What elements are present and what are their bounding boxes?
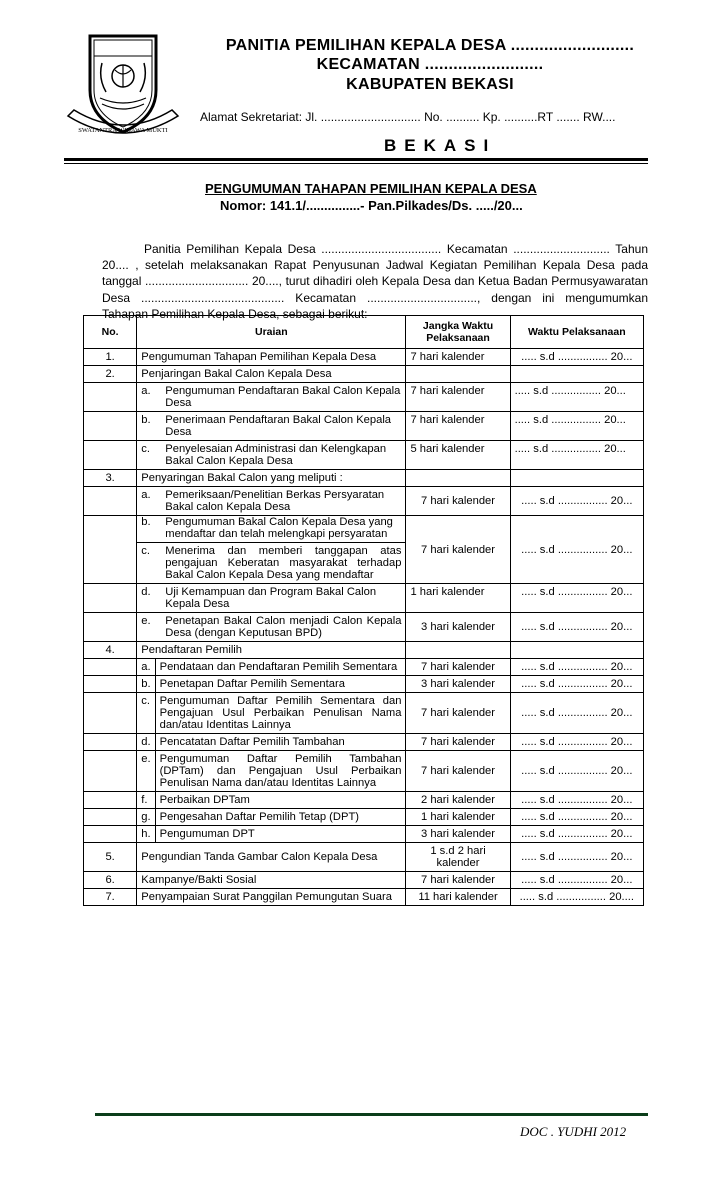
sub-letter: b. (137, 676, 155, 693)
sub-letter: h. (137, 826, 155, 843)
row-date: ..... s.d ................ 20... (510, 659, 643, 676)
row-duration: 1 hari kalender (406, 809, 510, 826)
secretariat-address: Alamat Sekretariat: Jl. .............................. No. .......... Kp. ..........RT ....... RW.... (200, 110, 616, 124)
table-subrow (84, 441, 644, 470)
header-rule-thick (64, 158, 648, 161)
row-duration: 5 hari kalender (406, 441, 510, 470)
table-row (84, 366, 644, 383)
row-date: ..... s.d ................ 20... (510, 809, 643, 826)
table-subrow (84, 383, 644, 412)
row-date: ..... s.d ................ 20... (510, 383, 643, 412)
sub-letter: a. (141, 489, 151, 501)
sub-text: Pengumuman Daftar Pemilih Tambahan (DPTam) dan Pengajuan Usul Perbaikan Penulisan Nama dan/atau Identitas Lainnya (155, 751, 406, 792)
table-subrow (84, 516, 644, 584)
sub-text: Perbaikan DPTam (155, 792, 406, 809)
row-uraian: Penyampaian Surat Panggilan Pemungutan Suara (137, 889, 406, 906)
table-row (84, 889, 644, 906)
row-no: 7. (84, 889, 137, 906)
sub-text: Pemeriksaan/Penelitian Berkas Persyaratan Bakal calon Kepala Desa (165, 489, 385, 513)
table-subrow (84, 792, 644, 809)
intro-text: Panitia Pemilihan Kepala Desa .................................... Kecamatan ............................. Tahun 20.... , setelah melaksanakan Rapat Penyusunan Jadwal Kegiatan Pemilihan Kepala Desa pada tanggal ............................... 20...., turut dihadiri oleh Kepala Desa dan Ketua Badan Permusyawaratan Desa ........................................... Kecamatan ................................., dengan ini mengumumkan Tahapan Pemilihan Kepala Desa, sebagai berikut: (102, 242, 648, 321)
header-uraian: Uraian (137, 316, 406, 349)
row-duration: 1 hari kalender (406, 584, 510, 613)
header-district: KECAMATAN ......................... (316, 56, 544, 73)
row-duration: 11 hari kalender (406, 889, 510, 906)
row-date: ..... s.d ................ 20... (510, 487, 643, 516)
row-date: ..... s.d ................ 20... (510, 826, 643, 843)
row-duration: 7 hari kalender (406, 751, 510, 792)
table-row (84, 470, 644, 487)
row-date: ..... s.d ................ 20... (510, 613, 643, 642)
row-date: ..... s.d ................ 20... (510, 843, 643, 872)
row-no: 4. (84, 642, 137, 659)
table-subrow (84, 751, 644, 792)
row-uraian: Penjaringan Bakal Calon Kepala Desa (137, 366, 406, 383)
announcement-number: Nomor: 141.1/...............- Pan.Pilkades/Ds. ...../20... (220, 198, 523, 213)
sub-letter: g. (137, 809, 155, 826)
sub-letter: e. (137, 751, 155, 792)
row-no: 1. (84, 349, 137, 366)
table-subrow (84, 584, 644, 613)
schedule-table (83, 315, 644, 906)
sub-text: Penetapan Bakal Calon menjadi Calon Kepala Desa (dengan Keputusan BPD) (165, 615, 402, 639)
sub-text: Penyelesaian Administrasi dan Kelengkapan Bakal Calon Kepala Desa (165, 443, 387, 467)
sub-letter: d. (141, 586, 151, 598)
table-header-row (84, 316, 644, 349)
row-duration: 7 hari kalender (406, 349, 510, 366)
row-duration: 7 hari kalender (406, 487, 510, 516)
row-no: 3. (84, 470, 137, 487)
footer-rule (95, 1113, 648, 1116)
row-date: ..... s.d ................ 20... (510, 441, 643, 470)
row-date: ..... s.d ................ 20.... (510, 889, 643, 906)
row-date: ..... s.d ................ 20... (510, 584, 643, 613)
sub-letter: b. (141, 516, 151, 528)
row-no: 5. (84, 843, 137, 872)
sub-letter: c. (137, 693, 155, 734)
table-subrow (84, 693, 644, 734)
row-date: ..... s.d ................ 20... (510, 792, 643, 809)
row-uraian: Kampanye/Bakti Sosial (137, 872, 406, 889)
row-duration: 7 hari kalender (406, 693, 510, 734)
header-city: BEKASI (384, 136, 497, 155)
sub-text: Pengumuman Pendaftaran Bakal Calon Kepala Desa (165, 385, 401, 409)
sub-text: Menerima dan memberi tanggapan atas pengajuan Keberatan masyarakat terhadap Bakal Calon Kepala Desa yang mendaftar (165, 545, 402, 581)
row-duration: 3 hari kalender (406, 613, 510, 642)
table-row (84, 843, 644, 872)
table-row (84, 642, 644, 659)
emblem-motto: SWATANTRA WIBAWA MUKTI (78, 127, 168, 134)
row-duration: 7 hari kalender (406, 872, 510, 889)
row-date: ..... s.d ................ 20... (510, 872, 643, 889)
sub-text: Pencatatan Daftar Pemilih Tambahan (155, 734, 406, 751)
announcement-title: PENGUMUMAN TAHAPAN PEMILIHAN KEPALA DESA (205, 181, 537, 196)
table-row (84, 349, 644, 366)
row-date: ..... s.d ................ 20... (510, 349, 643, 366)
sub-letter: c. (141, 443, 150, 455)
row-duration: 7 hari kalender (406, 383, 510, 412)
sub-letter: a. (141, 385, 151, 397)
row-duration: 1 s.d 2 hari kalender (406, 843, 510, 872)
sub-text: Pengumuman Bakal Calon Kepala Desa yang mendaftar dan telah melengkapi persyaratan (165, 516, 393, 540)
row-duration: 7 hari kalender (406, 734, 510, 751)
sub-letter: e. (141, 615, 151, 627)
table-row (84, 872, 644, 889)
header-no: No. (84, 316, 137, 349)
row-date: ..... s.d ................ 20... (510, 412, 643, 441)
table-subrow (84, 809, 644, 826)
row-no: 2. (84, 366, 137, 383)
table-subrow (84, 734, 644, 751)
row-duration: 2 hari kalender (406, 792, 510, 809)
row-date: ..... s.d ................ 20... (510, 693, 643, 734)
sub-text: Pengumuman DPT (155, 826, 406, 843)
row-uraian: Pengumuman Tahapan Pemilihan Kepala Desa (137, 349, 406, 366)
sub-text: Penerimaan Pendaftaran Bakal Calon Kepala Desa (165, 414, 392, 438)
row-date: ..... s.d ................ 20... (510, 751, 643, 792)
row-duration: 3 hari kalender (406, 826, 510, 843)
row-no: 6. (84, 872, 137, 889)
sub-text: Pengesahan Daftar Pemilih Tetap (DPT) (155, 809, 406, 826)
table-subrow (84, 613, 644, 642)
row-uraian: Pengundian Tanda Gambar Calon Kepala Desa (137, 843, 406, 872)
table-subrow (84, 487, 644, 516)
sub-text: Pengumuman Daftar Pemilih Sementara dan Pengajuan Usul Perbaikan Penulisan Nama dan/atau Identitas Lainnya (155, 693, 406, 734)
sub-text: Penetapan Daftar Pemilih Sementara (155, 676, 406, 693)
table-subrow (84, 676, 644, 693)
header-committee: PANITIA PEMILIHAN KEPALA DESA .......................... (225, 37, 635, 54)
intro-paragraph (102, 241, 648, 322)
row-date: ..... s.d ................ 20... (510, 676, 643, 693)
sub-letter: f. (137, 792, 155, 809)
header-rule-thin (64, 163, 648, 164)
header-waktu: Waktu Pelaksanaan (510, 316, 643, 349)
row-duration: 7 hari kalender (406, 412, 510, 441)
sub-text: Pendataan dan Pendaftaran Pemilih Sementara (155, 659, 406, 676)
footer-doc-label: DOC . YUDHI 2012 (520, 1124, 627, 1139)
header-jangka: Jangka Waktu Pelaksanaan (406, 316, 510, 349)
table-subrow (84, 412, 644, 441)
table-subrow (84, 826, 644, 843)
sub-letter: d. (137, 734, 155, 751)
row-uraian: Pendaftaran Pemilih (137, 642, 406, 659)
row-duration: 7 hari kalender (406, 516, 510, 584)
sub-text: Uji Kemampuan dan Program Bakal Calon Kepala Desa (165, 586, 377, 610)
row-uraian: Penyaringan Bakal Calon yang meliputi : (137, 470, 406, 487)
sub-letter: a. (137, 659, 155, 676)
sub-letter: b. (141, 414, 151, 426)
row-date: ..... s.d ................ 20... (510, 516, 643, 584)
row-duration: 3 hari kalender (406, 676, 510, 693)
sub-letter: c. (141, 545, 150, 557)
header-regency: KABUPATEN BEKASI (346, 76, 514, 93)
row-duration: 7 hari kalender (406, 659, 510, 676)
table-subrow (84, 659, 644, 676)
row-date: ..... s.d ................ 20... (510, 734, 643, 751)
